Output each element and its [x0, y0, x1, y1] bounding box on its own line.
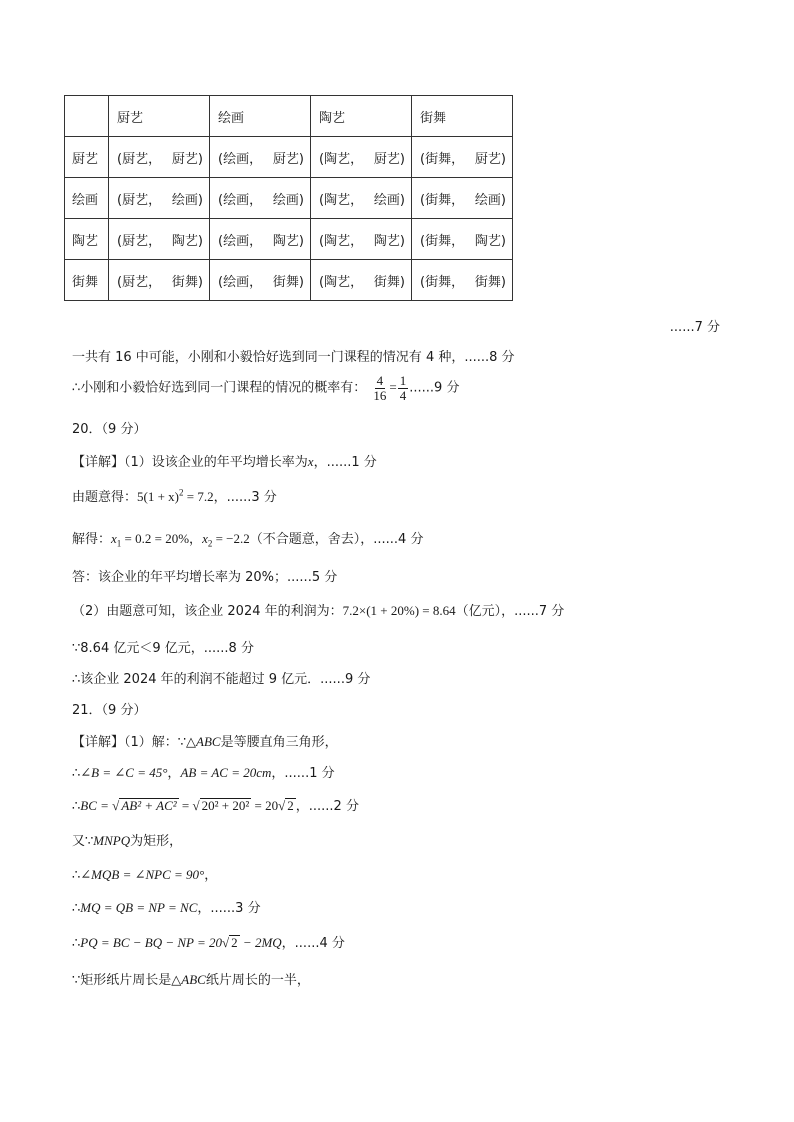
cell-second: 街舞) [474, 274, 506, 290]
q21-line-8 [72, 969, 310, 988]
cell-second: 陶艺) [373, 233, 405, 249]
table-row [65, 219, 513, 260]
table-cell [412, 178, 513, 219]
q21-text: 纸片周长的一半， [205, 973, 310, 988]
outcome-count-line: 一共有 16 中可能，小刚和小毅恰好选到同一门课程的情况有 4 种，......8 分 [72, 350, 515, 365]
score-mark: ，......3 分 [213, 490, 277, 505]
cell-first: (绘画， [218, 274, 263, 290]
q20-line-3 [72, 528, 423, 549]
therefore-symbol: ∴ [72, 799, 81, 814]
q21-text: 又∵ [72, 834, 94, 849]
table-cell [311, 137, 412, 178]
score-mark: （不合题意，舍去），......4 分 [249, 532, 424, 547]
equals-sign: = [178, 798, 193, 813]
variable-x2: x [202, 531, 208, 546]
radical-2: 2 [231, 935, 238, 950]
cell-second: 陶艺) [474, 233, 506, 249]
cell-second: 绘画) [474, 192, 506, 208]
table-cell [311, 178, 412, 219]
therefore-symbol: ∴ [72, 766, 81, 781]
cell-first: (陶艺， [319, 192, 364, 208]
cell-second: 街舞) [171, 274, 203, 290]
cell-second: 绘画) [171, 192, 203, 208]
cell-first: (厨艺， [117, 151, 162, 167]
score-mark: ，......2 分 [295, 799, 359, 814]
cell-second: 绘画) [373, 192, 405, 208]
table-cell [412, 219, 513, 260]
cell-first: (街舞， [420, 192, 465, 208]
exponent: 2 [179, 487, 184, 498]
q21-line-6 [72, 897, 261, 916]
cell-second: 厨艺) [272, 151, 304, 167]
variable-x: x [307, 454, 314, 469]
triangle-abc: △ABC [186, 734, 221, 749]
score-mark: ......9 分 [409, 380, 460, 396]
q20-line-1 [72, 451, 377, 470]
q20-line-2 [72, 486, 277, 505]
separator: ， [189, 532, 203, 547]
table-header-cell: 陶艺 [311, 96, 412, 137]
cell-first: (厨艺， [117, 274, 162, 290]
cell-second: 厨艺) [171, 151, 203, 167]
cell-second: 厨艺) [373, 151, 405, 167]
triangle-abc: △ABC [171, 972, 206, 987]
table-cell [412, 260, 513, 301]
cell-second: 陶艺) [171, 233, 203, 249]
equation-rhs: = 7.2 [183, 489, 214, 504]
q20-text: （2）由题意可知，该企业 2024 年的利润为： [72, 604, 343, 619]
score-mark: ，......3 分 [197, 901, 261, 916]
table-header-row [65, 96, 513, 137]
profit-equation: 7.2×(1 + 20%) = 8.64 [342, 603, 456, 618]
table-row [65, 137, 513, 178]
q21-line-3: ∴BC = √ AB² + AC² = √ 20² + 20² = 20√ 2 ，......2 分 [72, 798, 359, 814]
cell-first: (绘画， [218, 192, 263, 208]
cell-first: (街舞， [420, 274, 465, 290]
cell-first: (陶艺， [319, 274, 364, 290]
q21-text: ∵矩形纸片周长是 [72, 973, 172, 988]
outcome-table [64, 95, 513, 301]
table-cell [109, 178, 210, 219]
score-mark-7: ......7 分 [669, 320, 720, 335]
table-row [65, 178, 513, 219]
cell-first: (绘画， [218, 151, 263, 167]
fraction-numerator: 4 [376, 373, 384, 388]
table-cell [210, 219, 311, 260]
therefore-symbol: ∴ [72, 868, 81, 883]
cell-second: 绘画) [272, 192, 304, 208]
table-cell [210, 260, 311, 301]
table-header-cell: 厨艺 [109, 96, 210, 137]
therefore-symbol: ∴ [72, 936, 81, 951]
probability-line [72, 374, 459, 402]
table-header-cell: 街舞 [412, 96, 513, 137]
separator: ， [167, 766, 181, 781]
row-label: 街舞 [65, 260, 109, 301]
q21-line-4 [72, 830, 182, 849]
q21-text: 是等腰直角三角形， [220, 735, 338, 750]
q21-text: 为矩形， [130, 834, 183, 849]
equation: 5(1 + x) [137, 489, 180, 504]
q21-line-7: ∴PQ = BC − BQ − NP = 20√ 2 − 2MQ，......4 分 [72, 935, 345, 951]
rectangle-mnpq: MNPQ [93, 833, 131, 848]
cell-second: 陶艺) [272, 233, 304, 249]
segment-equation: MQ = QB = NP = NC [80, 900, 198, 915]
cell-first: (街舞， [420, 151, 465, 167]
variable-x1: x [111, 531, 117, 546]
q20-line-4: 答：该企业的年平均增长率为 20%；......5 分 [72, 570, 338, 585]
radical-20-20: 20² + 20² [201, 798, 250, 813]
table-cell [210, 137, 311, 178]
cell-first: (街舞， [420, 233, 465, 249]
q20-line-6: ∵8.64 亿元＜9 亿元，......8 分 [72, 641, 254, 656]
table-row [65, 260, 513, 301]
score-mark: （亿元），......7 分 [455, 604, 565, 619]
table-header-cell: 绘画 [210, 96, 311, 137]
q20-text: 由题意得： [72, 490, 138, 505]
score-mark: ，......1 分 [271, 766, 335, 781]
pq-equation-rest: − 2MQ [239, 935, 282, 950]
angle-equation: ∠B = ∠C = 45° [80, 765, 168, 780]
table-cell [210, 178, 311, 219]
question-21-heading: 21．（9 分） [72, 703, 147, 718]
fraction-4-16 [371, 374, 388, 402]
table-cell [109, 137, 210, 178]
equals-sign: = [389, 379, 397, 395]
table-cell [311, 219, 412, 260]
result: = 20 [251, 798, 279, 813]
q21-line-5 [72, 864, 217, 883]
fraction-denominator: 4 [399, 387, 407, 403]
cell-second: 厨艺) [474, 151, 506, 167]
row-label: 绘画 [65, 178, 109, 219]
cell-second: 街舞) [373, 274, 405, 290]
cell-first: (陶艺， [319, 151, 364, 167]
radical-2: 2 [287, 798, 294, 813]
cell-first: (绘画， [218, 233, 263, 249]
therefore-symbol: ∴ [72, 901, 81, 916]
q21-line-2 [72, 762, 335, 781]
probability-text: ∴小刚和小毅恰好选到同一门课程的情况的概率有： [72, 380, 367, 396]
bc-label: BC = [80, 798, 113, 813]
solution-2: = −2.2 [212, 531, 250, 546]
table-cell [412, 137, 513, 178]
angle-equation: ∠MQB = ∠NPC = 90° [80, 867, 205, 882]
radical-ab-ac: AB² + AC² [121, 798, 177, 813]
side-equation: AB = AC = 20cm [180, 765, 272, 780]
subscript: 2 [207, 538, 213, 549]
cell-first: (厨艺， [117, 192, 162, 208]
question-20-heading: 20．（9 分） [72, 422, 147, 437]
score-mark: ，......4 分 [281, 936, 345, 951]
q20-text: 解得： [72, 532, 112, 547]
cell-first: (陶艺， [319, 233, 364, 249]
fraction-numerator: 1 [399, 373, 407, 388]
separator: ， [204, 868, 218, 883]
q20-line-5 [72, 600, 564, 619]
cell-second: 街舞) [272, 274, 304, 290]
table-cell [109, 219, 210, 260]
table-cell [109, 260, 210, 301]
table-corner-cell [65, 96, 109, 137]
fraction-denominator: 16 [373, 387, 387, 403]
table-cell [311, 260, 412, 301]
q20-line-7: ∴该企业 2024 年的利润不能超过 9 亿元．......9 分 [72, 672, 371, 687]
row-label: 陶艺 [65, 219, 109, 260]
q21-text: 【详解】（1）解：∵ [72, 735, 187, 750]
q20-text: 【详解】（1）设该企业的年平均增长率为 [72, 455, 308, 470]
row-label: 厨艺 [65, 137, 109, 178]
q21-line-1 [72, 731, 338, 750]
pq-equation: PQ = BC − BQ − NP = 20 [80, 935, 223, 950]
fraction-1-4 [398, 374, 409, 402]
subscript: 1 [116, 538, 122, 549]
solution-1: = 0.2 = 20% [121, 531, 190, 546]
cell-first: (厨艺， [117, 233, 162, 249]
score-mark: ，......1 分 [313, 455, 377, 470]
